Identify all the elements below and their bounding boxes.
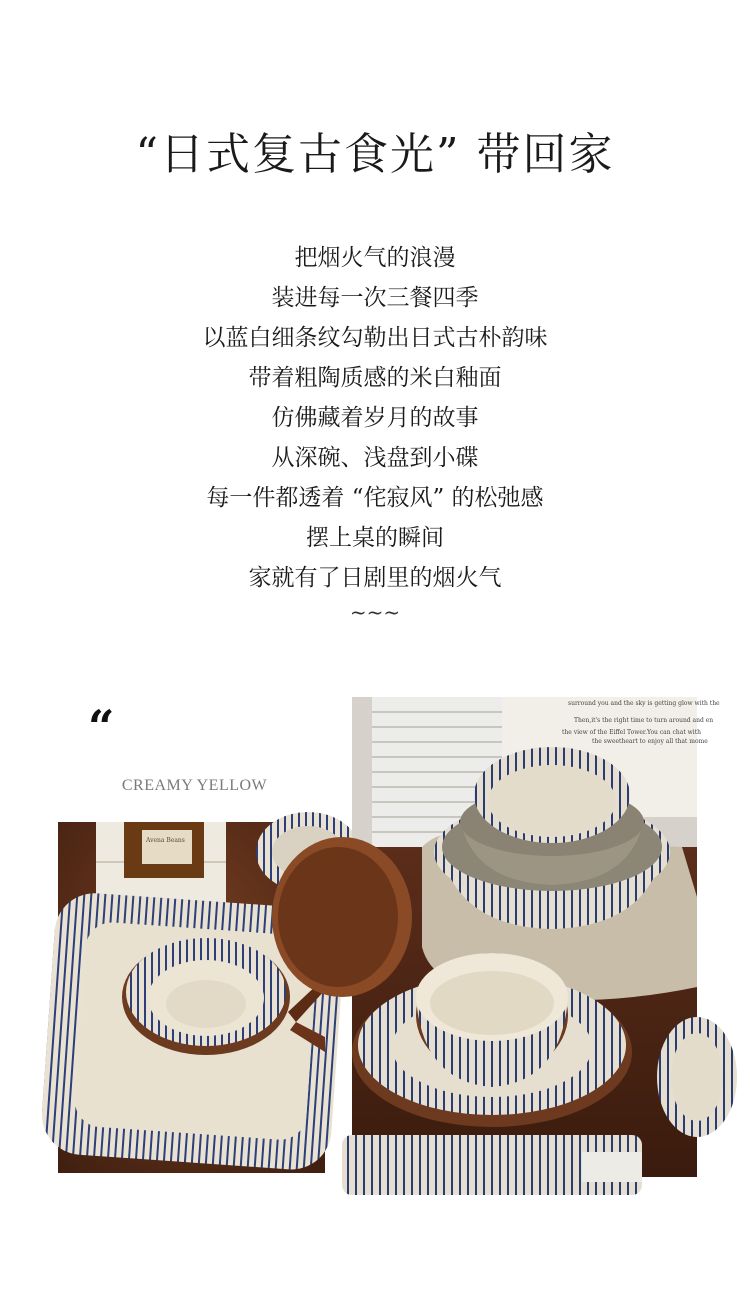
caption: CREAMY YELLOW — [121, 777, 268, 794]
svg-text:Avena Beans: Avena Beans — [146, 837, 185, 844]
poem-line: 装进每一次三餐四季 — [271, 285, 479, 311]
quote-mark-icon: “ — [88, 700, 115, 754]
poem-line: 家就有了日剧里的烟火气 — [248, 565, 502, 591]
poem-line: 每一件都透着 “侘寂风” 的松弛感 — [206, 485, 544, 511]
svg-text:surround you and the sky is ge: surround you and the sky is getting glow with the — [568, 700, 720, 707]
svg-text:the view of the Eiffel Tower.Y: the view of the Eiffel Tower.You can chat with — [562, 729, 701, 736]
poem-line: 带着粗陶质感的米白釉面 — [248, 365, 502, 391]
poem-line: 以蓝白细条纹勾勒出日式古朴韵味 — [202, 325, 548, 351]
poem-line: 仿佛藏着岁月的故事 — [271, 405, 479, 431]
tableware-set-photo-icon — [352, 697, 720, 1177]
poem-line: 把烟火气的浪漫 — [294, 245, 456, 271]
svg-text:Then,it's the right time to tu: Then,it's the right time to turn around and en — [574, 717, 714, 724]
page-title: “日式复古食光” 带回家 — [135, 129, 615, 180]
poem-line: 摆上桌的瞬间 — [306, 525, 444, 551]
svg-text:the sweetheart to enjoy all th: the sweetheart to enjoy all that mome — [592, 738, 708, 745]
poem-line: 从深碗、浅盘到小碟 — [271, 445, 479, 471]
tilde-ornament: ~~~ — [349, 600, 401, 624]
poem-block — [0, 238, 750, 598]
